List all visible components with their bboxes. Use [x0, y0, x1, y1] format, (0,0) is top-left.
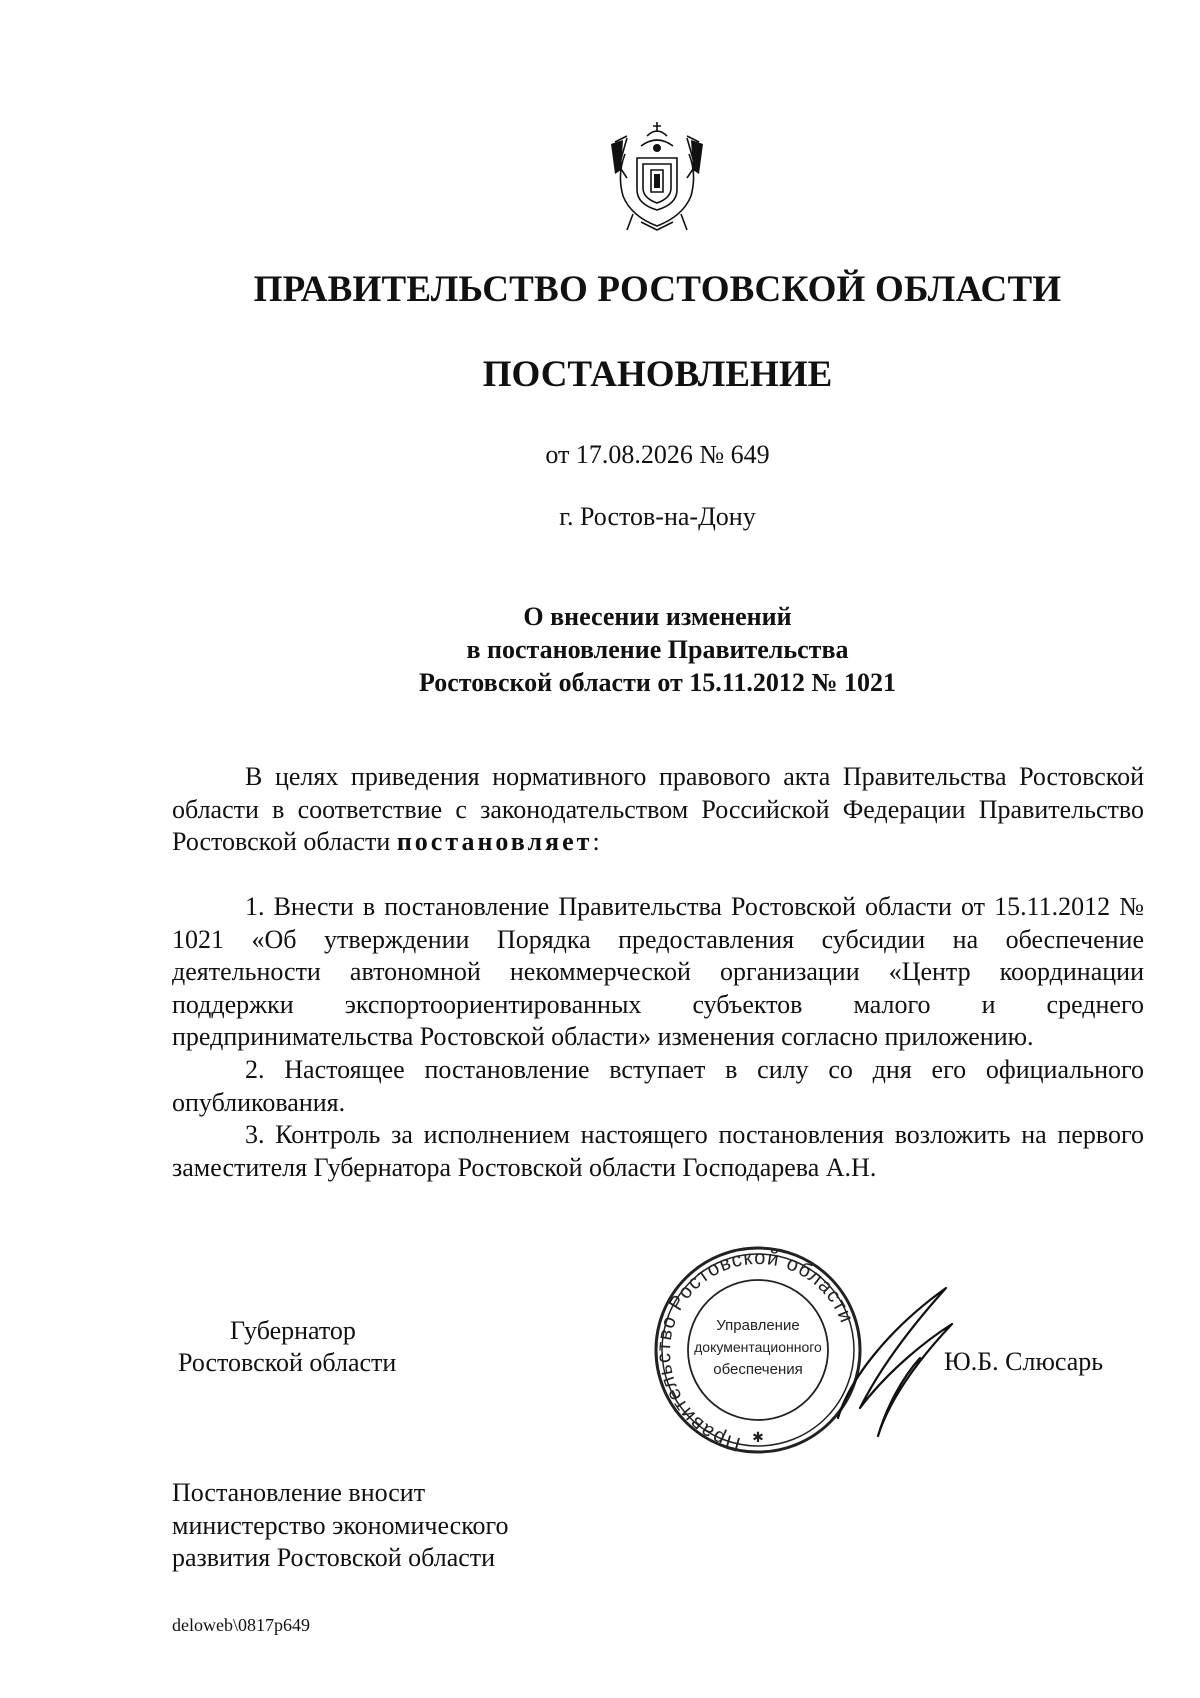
resolution-items: [172, 891, 1144, 1184]
stamp-star-icon: ✱: [752, 1430, 764, 1446]
introducer-note: [172, 1477, 509, 1575]
introducer-line: Постановление вносит: [172, 1478, 426, 1507]
document-subject: [0, 600, 1200, 699]
document-file-code: deloweb\0817p649: [172, 1615, 310, 1635]
introducer-line: развития Ростовской области: [172, 1543, 496, 1572]
resolution-item: 2. Настоящее постановление вступает в силу со дня его официального опубликования.: [172, 1054, 1144, 1117]
preamble-text: В целях приведения нормативного правового акта Правительства Ростовской области в соответствие с законодательством Российской Федерации Правительство Ростовской области: [172, 762, 1144, 857]
resolution-item: 3. Контроль за исполнением настоящего постановления возложить на первого заместителя Губернатора Ростовской области Господарева А.Н.: [172, 1120, 1144, 1182]
document-city: г. Ростов-на-Дону: [559, 502, 756, 531]
document-type-title: ПОСТАНОВЛЕНИЕ: [482, 354, 833, 395]
document-date-number: от 17.08.2026 № 649: [545, 440, 770, 469]
stamp-ring-text: Правительство Ростовской области: [652, 1246, 858, 1456]
coat-of-arms-icon: [597, 118, 717, 238]
organization-title: ПРАВИТЕЛЬСТВО РОСТОВСКОЙ ОБЛАСТИ: [253, 269, 1062, 310]
subject-line: в постановление Правительства: [466, 635, 849, 664]
preamble-paragraph: [172, 761, 1144, 859]
preamble-emphasis: постановляет: [396, 827, 593, 857]
signatory-title-line: Ростовской области: [178, 1348, 397, 1377]
signatory-name: Ю.Б. Слюсарь: [944, 1347, 1104, 1376]
stamp-center-line: обеспечения: [713, 1361, 803, 1378]
introducer-line: министерство экономического: [172, 1510, 509, 1540]
preamble: [172, 761, 1144, 859]
subject-line: О внесении изменений: [523, 602, 792, 631]
resolution-item: 1. Внести в постановление Правительства Ростовской области от 15.11.2012 № 1021 «Об утверждении Порядка предоставления субсидии на обеспечение деятельности автономной некоммерческой организации «Центр координации поддержки экспортоориентированных субъектов малого и среднего предпринимательства Ростовской области» изменения согласно приложению.: [172, 892, 1144, 1052]
stamp-center-line: Управление: [716, 1317, 800, 1334]
signatory-title: [178, 1315, 396, 1379]
preamble-end: :: [592, 827, 600, 857]
subject-line: Ростовской области от 15.11.2012 № 1021: [419, 668, 896, 697]
signatory-title-line: Губернатор: [230, 1316, 356, 1345]
stamp-center-line: документационного: [694, 1339, 822, 1355]
